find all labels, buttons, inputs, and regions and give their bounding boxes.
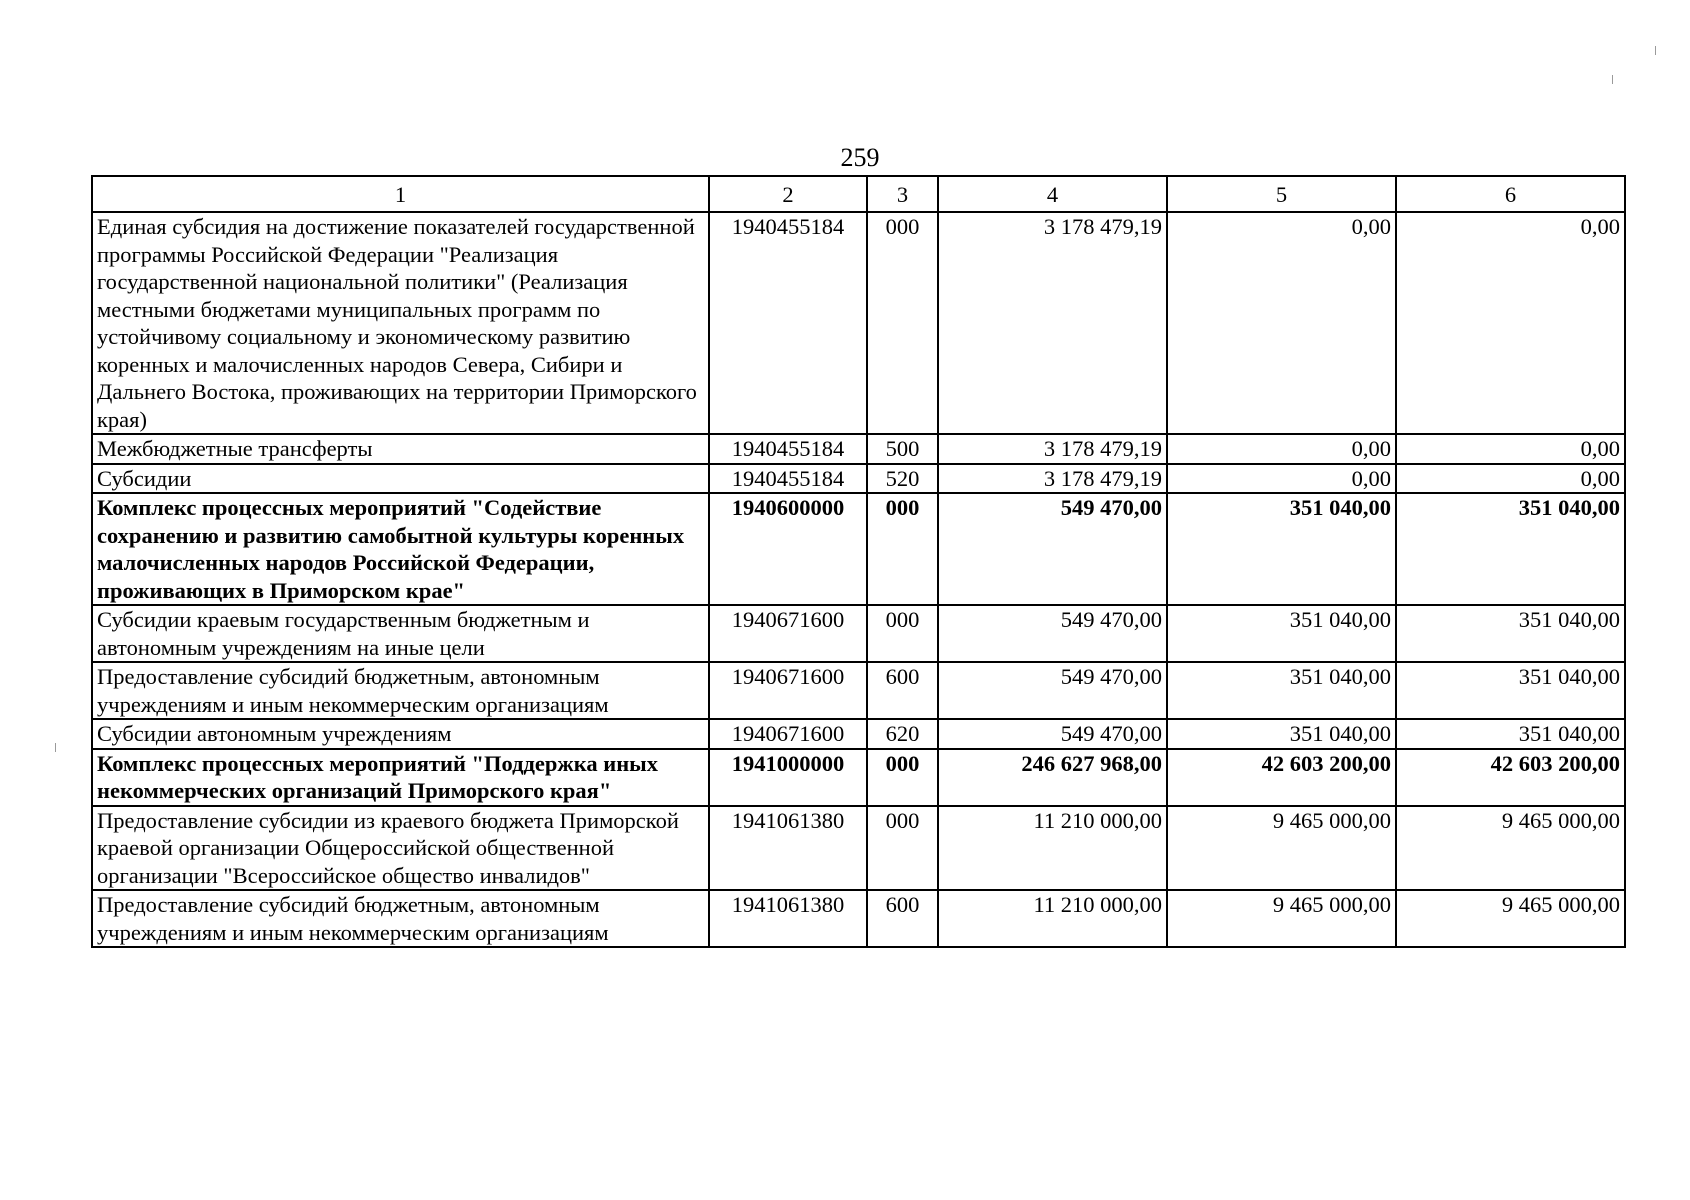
row-amount-col4: 3 178 479,19 <box>938 434 1167 464</box>
row-amount-col6: 0,00 <box>1396 434 1625 464</box>
column-header: 2 <box>709 176 867 212</box>
table-row <box>92 605 1625 662</box>
row-name: Субсидии <box>92 464 709 494</box>
row-amount-col4: 549 470,00 <box>938 493 1167 605</box>
row-expense-type-code: 000 <box>867 605 938 662</box>
column-header: 3 <box>867 176 938 212</box>
row-amount-col4: 3 178 479,19 <box>938 464 1167 494</box>
row-amount-col4: 549 470,00 <box>938 662 1167 719</box>
table-row <box>92 719 1625 749</box>
row-expense-type-code: 000 <box>867 806 938 891</box>
row-amount-col5: 351 040,00 <box>1167 719 1396 749</box>
row-expense-type-code: 000 <box>867 749 938 806</box>
row-amount-col4: 11 210 000,00 <box>938 890 1167 947</box>
row-amount-col5: 351 040,00 <box>1167 493 1396 605</box>
row-amount-col4: 246 627 968,00 <box>938 749 1167 806</box>
row-amount-col5: 42 603 200,00 <box>1167 749 1396 806</box>
row-target-code: 1940600000 <box>709 493 867 605</box>
row-target-code: 1940671600 <box>709 662 867 719</box>
header-row <box>92 176 1625 212</box>
row-target-code: 1940455184 <box>709 434 867 464</box>
scan-margin-mark <box>55 743 56 752</box>
row-target-code: 1941061380 <box>709 890 867 947</box>
row-amount-col6: 0,00 <box>1396 464 1625 494</box>
budget-table <box>91 175 1626 948</box>
row-amount-col6: 351 040,00 <box>1396 719 1625 749</box>
row-target-code: 1940455184 <box>709 464 867 494</box>
table-header <box>92 176 1625 212</box>
row-target-code: 1940455184 <box>709 212 867 434</box>
row-amount-col6: 351 040,00 <box>1396 493 1625 605</box>
row-name: Предоставление субсидии из краевого бюджета Приморской краевой организации Общероссийской общественной организации "Всероссийское общество инвалидов" <box>92 806 709 891</box>
table-row <box>92 806 1625 891</box>
row-amount-col5: 0,00 <box>1167 212 1396 434</box>
row-name: Комплекс процессных мероприятий "Поддержка иных некоммерческих организаций Приморского края" <box>92 749 709 806</box>
table-row <box>92 464 1625 494</box>
scan-margin-mark <box>1655 46 1656 55</box>
row-expense-type-code: 620 <box>867 719 938 749</box>
page-number: 259 <box>840 143 880 172</box>
row-amount-col6: 42 603 200,00 <box>1396 749 1625 806</box>
row-target-code: 1940671600 <box>709 719 867 749</box>
row-name: Предоставление субсидий бюджетным, автономным учреждениям и иным некоммерческим организациям <box>92 662 709 719</box>
table-row <box>92 493 1625 605</box>
column-header: 1 <box>92 176 709 212</box>
row-name: Межбюджетные трансферты <box>92 434 709 464</box>
scan-margin-mark <box>1612 75 1613 84</box>
table-row <box>92 662 1625 719</box>
row-name: Предоставление субсидий бюджетным, автономным учреждениям и иным некоммерческим организациям <box>92 890 709 947</box>
row-name: Комплекс процессных мероприятий "Содействие сохранению и развитию самобытной культуры коренных малочисленных народов Российской Федерации, проживающих в Приморском крае" <box>92 493 709 605</box>
row-amount-col5: 9 465 000,00 <box>1167 806 1396 891</box>
row-target-code: 1941000000 <box>709 749 867 806</box>
row-amount-col4: 11 210 000,00 <box>938 806 1167 891</box>
row-amount-col5: 351 040,00 <box>1167 662 1396 719</box>
row-amount-col4: 549 470,00 <box>938 605 1167 662</box>
table-row <box>92 212 1625 434</box>
row-amount-col6: 0,00 <box>1396 212 1625 434</box>
row-amount-col6: 351 040,00 <box>1396 605 1625 662</box>
row-name: Субсидии автономным учреждениям <box>92 719 709 749</box>
table-row <box>92 434 1625 464</box>
row-amount-col6: 351 040,00 <box>1396 662 1625 719</box>
column-header: 4 <box>938 176 1167 212</box>
column-header: 6 <box>1396 176 1625 212</box>
table-row <box>92 890 1625 947</box>
row-name: Единая субсидия на достижение показателей государственной программы Российской Федерации "Реализация государственной национальной политики" (Реализация местными бюджетами муниципальных программ по устойчивому социальному и экономическому развитию коренных и малочисленных народов Севера, Сибири и Дальнего Востока, проживающих на территории Приморского края) <box>92 212 709 434</box>
row-target-code: 1940671600 <box>709 605 867 662</box>
row-expense-type-code: 000 <box>867 493 938 605</box>
row-name: Субсидии краевым государственным бюджетным и автономным учреждениям на иные цели <box>92 605 709 662</box>
row-expense-type-code: 520 <box>867 464 938 494</box>
row-amount-col6: 9 465 000,00 <box>1396 890 1625 947</box>
row-target-code: 1941061380 <box>709 806 867 891</box>
row-expense-type-code: 000 <box>867 212 938 434</box>
row-expense-type-code: 500 <box>867 434 938 464</box>
row-expense-type-code: 600 <box>867 662 938 719</box>
row-expense-type-code: 600 <box>867 890 938 947</box>
row-amount-col4: 549 470,00 <box>938 719 1167 749</box>
column-header: 5 <box>1167 176 1396 212</box>
row-amount-col4: 3 178 479,19 <box>938 212 1167 434</box>
row-amount-col5: 351 040,00 <box>1167 605 1396 662</box>
row-amount-col5: 9 465 000,00 <box>1167 890 1396 947</box>
row-amount-col5: 0,00 <box>1167 434 1396 464</box>
row-amount-col6: 9 465 000,00 <box>1396 806 1625 891</box>
table-row <box>92 749 1625 806</box>
table-body <box>92 212 1625 947</box>
row-amount-col5: 0,00 <box>1167 464 1396 494</box>
